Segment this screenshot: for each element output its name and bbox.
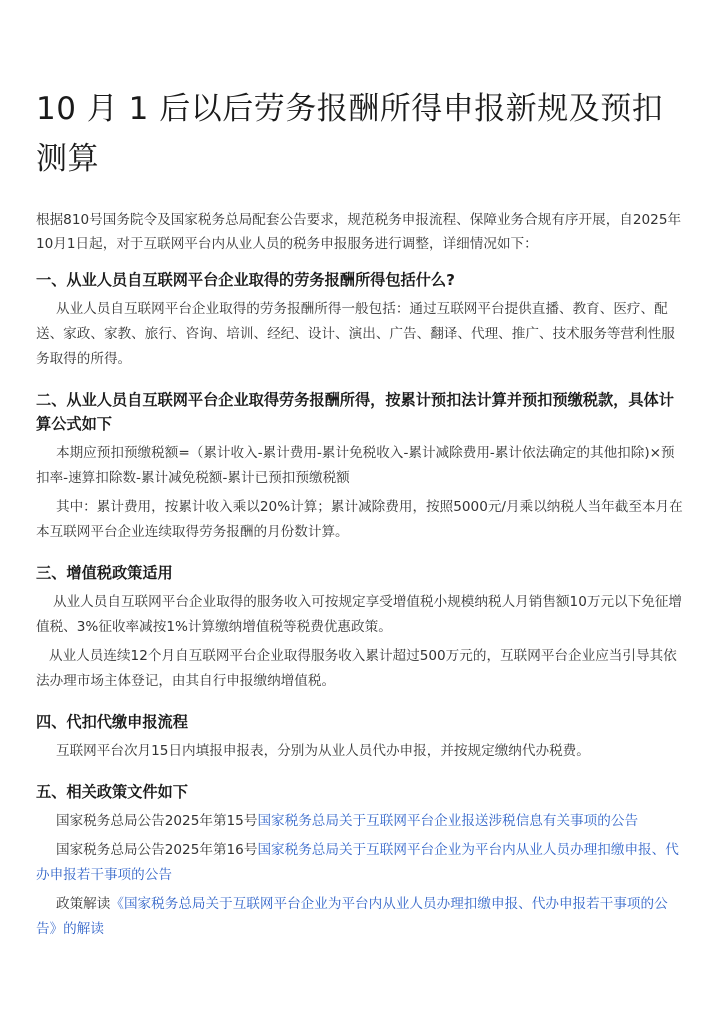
policy-link-16[interactable]: 国家税务总局关于互联网平台企业为平台内从业人员办理扣缴申报、代办申报若干事项的公告	[36, 842, 679, 883]
policy-reference-3	[36, 892, 684, 942]
policy-interpretation-label: 政策解读	[56, 896, 111, 912]
section-4-heading: 四、代扣代缴申报流程	[36, 713, 188, 731]
policy-reference-2-number: 国家税务总局公告2025年第16号	[56, 842, 258, 858]
section-2-heading: 二、从业人员自互联网平台企业取得劳务报酬所得，按累计预扣法计算并预扣预缴税款，具体计算公式如下	[36, 391, 674, 433]
policy-interpretation-link[interactable]: 《国家税务总局关于互联网平台企业为平台内从业人员办理扣缴申报、代办申报若干事项的公告》的解读	[36, 896, 668, 937]
intro-paragraph: 根据810号国务院令及国家税务总局配套公告要求，规范税务申报流程、保障业务合规有序开展，自2025年10月1日起，对于互联网平台内从业人员的税务申报服务进行调整，详细情况如下：	[36, 212, 682, 252]
section-3-heading: 三、增值税政策适用	[36, 564, 173, 582]
section-1-heading: 一、从业人员自互联网平台企业取得的劳务报酬所得包括什么?	[36, 271, 455, 289]
section-3-paragraph-1: 从业人员自互联网平台企业取得的服务收入可按规定享受增值税小规模纳税人月销售额10万元以下免征增值税、3%征收率减按1%计算缴纳增值税等税费优惠政策。	[36, 594, 683, 635]
section-5-heading: 五、相关政策文件如下	[36, 783, 188, 801]
section-3-paragraph-2: 从业人员连续12个月自互联网平台企业取得服务收入累计超过500万元的，互联网平台企业应当引导其依法办理市场主体登记，由其自行申报缴纳增值税。	[36, 648, 677, 689]
policy-reference-2	[36, 838, 684, 888]
policy-link-15[interactable]: 国家税务总局关于互联网平台企业报送涉税信息有关事项的公告	[257, 813, 639, 829]
page-title: 10 月 1 后以后劳务报酬所得申报新规及预扣测算	[36, 91, 664, 177]
section-2-note: 其中：累计费用，按累计收入乘以20%计算；累计减除费用，按照5000元/月乘以纳税人当年截至本月在本互联网平台企业连续取得劳务报酬的月份数计算。	[36, 499, 683, 540]
section-4-paragraph: 互联网平台次月15日内填报申报表，分别为从业人员代办申报，并按规定缴纳代办税费。	[56, 743, 590, 759]
section-1-paragraph: 从业人员自互联网平台企业取得的劳务报酬所得一般包括：通过互联网平台提供直播、教育、医疗、配送、家政、家教、旅行、咨询、培训、经纪、设计、演出、广告、翻译、代理、推广、技术服务等营利性服务取得的所得。	[36, 301, 675, 367]
policy-reference-1-number: 国家税务总局公告2025年第15号	[56, 813, 258, 829]
section-2-formula: 本期应预扣预缴税额=（累计收入-累计费用-累计免税收入-累计减除费用-累计依法确定的其他扣除)×预扣率-速算扣除数-累计减免税额-累计已预扣预缴税额	[36, 445, 675, 486]
policy-reference-1	[36, 809, 684, 834]
